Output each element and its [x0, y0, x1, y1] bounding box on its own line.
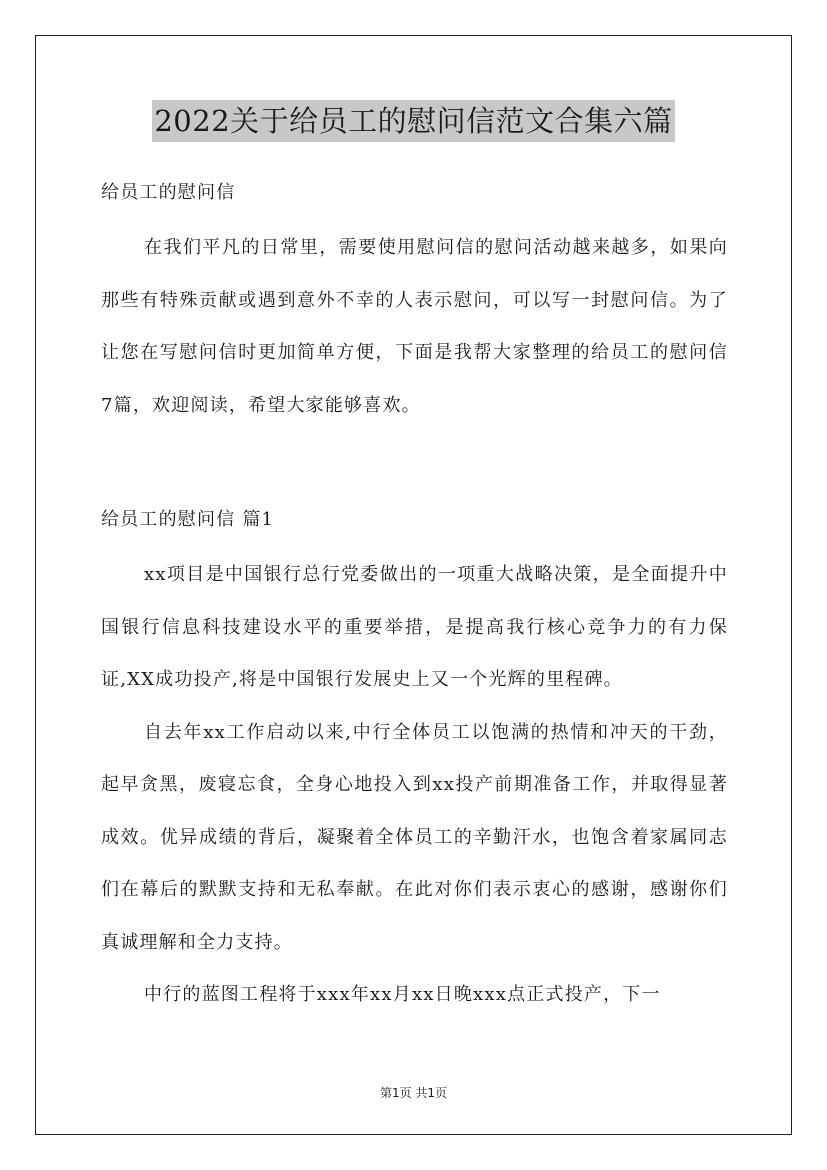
intro-heading: 给员工的慰问信 [101, 182, 236, 203]
intro-section [101, 222, 728, 432]
section1-paragraph-2: 自去年xx工作启动以来,中行全体员工以饱满的热情和冲天的干劲，起早贪黑，废寝忘食，全身心地投入到xx投产前期准备工作，并取得显著成效。优异成绩的背后，凝聚着全体员工的辛勤汗水，也饱含着家属同志们在幕后的默默支持和无私奉献。在此对你们表示衷心的感谢，感谢你们真诚理解和全力支持。 [101, 721, 728, 953]
document-title: 2022关于给员工的慰问信范文合集六篇 [152, 100, 674, 142]
section1-paragraph-1: xx项目是中国银行总行党委做出的一项重大战略决策，是全面提升中国银行信息科技建设水平的重要举措，是提高我行核心竞争力的有力保证,XX成功投产,将是中国银行发展史上又一个光辉的里程碑。 [101, 564, 728, 690]
intro-paragraph: 在我们平凡的日常里，需要使用慰问信的慰问活动越来越多，如果向那些有特殊贡献或遇到意外不幸的人表示慰问，可以写一封慰问信。为了让您在写慰问信时更加简单方便，下面是我帮大家整理的给员工的慰问信7篇，欢迎阅读，希望大家能够喜欢。 [101, 237, 728, 416]
title-container [0, 100, 827, 142]
section1-body [101, 549, 728, 1022]
page-footer: 第1页 共1页 [379, 1086, 448, 1100]
section1-paragraph-3: 中行的蓝图工程将于xxx年xx月xx日晚xxx点正式投产，下一 [144, 984, 661, 1005]
section1-heading: 给员工的慰问信 篇1 [101, 509, 275, 530]
